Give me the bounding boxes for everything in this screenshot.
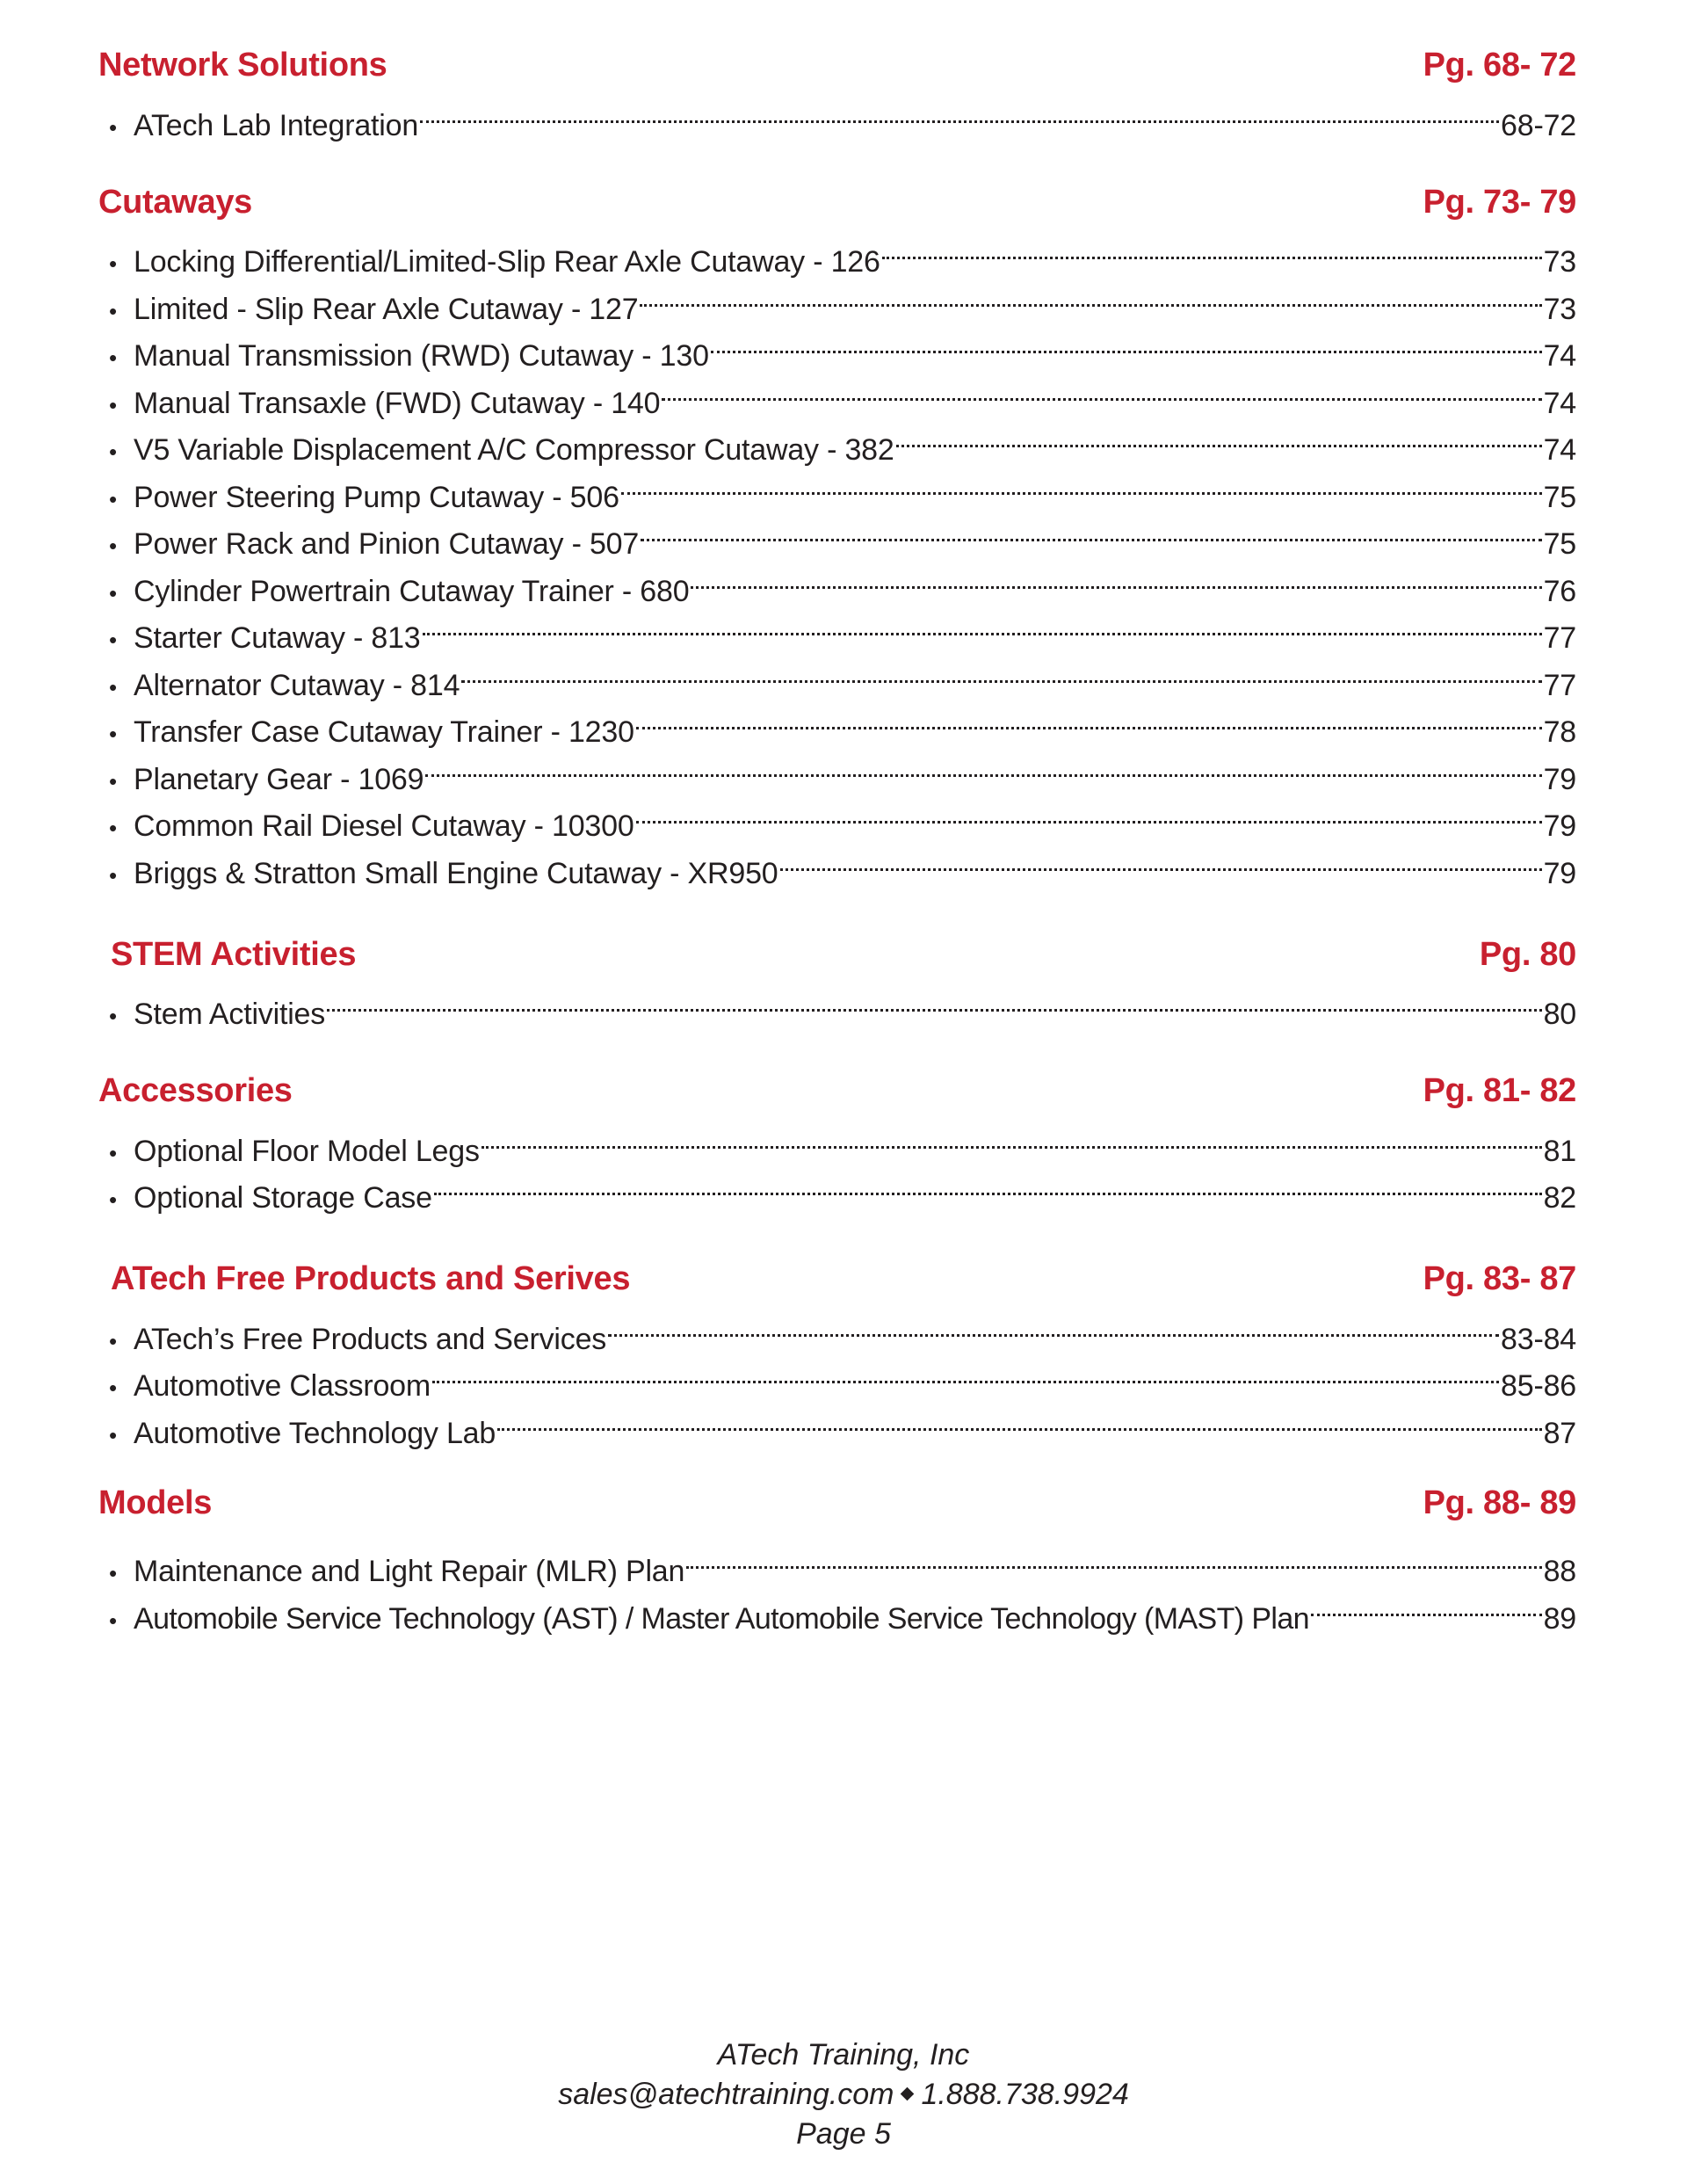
dot-leader [711, 319, 1542, 366]
item-label: Limited - Slip Rear Axle Cutaway - 127 [134, 292, 639, 326]
item-page: 83-84 [1501, 1322, 1576, 1356]
item-label: Maintenance and Light Repair (MLR) Plan [134, 1555, 685, 1588]
dot-leader [662, 366, 1541, 413]
item-page: 77 [1543, 621, 1576, 655]
page-footer [0, 2035, 1687, 2154]
list-item [98, 1114, 1576, 1168]
bullet: • [109, 721, 117, 747]
item-label: Power Rack and Pinion Cutaway - 507 [134, 527, 640, 561]
item-page: 78 [1543, 715, 1576, 749]
section-page-range: Pg. 88- 89 [1423, 1484, 1576, 1521]
section-title: Accessories [98, 1072, 293, 1109]
item-list [98, 977, 1576, 1031]
footer-phone: 1.888.738.9924 [921, 2078, 1129, 2111]
bullet: • [109, 1560, 117, 1586]
bullet: • [109, 1139, 117, 1166]
dot-leader [882, 225, 1542, 272]
item-label: Manual Transaxle (FWD) Cutaway - 140 [134, 386, 661, 420]
section-cutaways [98, 179, 1576, 890]
item-label: ATech Lab Integration [134, 108, 419, 142]
item-page: 76 [1543, 574, 1576, 608]
item-label: Briggs & Stratton Small Engine Cutaway - XR950 [134, 856, 778, 890]
dot-leader [1311, 1581, 1542, 1629]
item-page: 87 [1543, 1416, 1576, 1450]
dot-leader [640, 272, 1541, 319]
item-label: Automotive Classroom [134, 1369, 431, 1403]
bullet: • [109, 1375, 117, 1401]
item-label: Power Steering Pump Cutaway - 506 [134, 480, 619, 514]
section-stem-activities [98, 932, 1576, 1031]
bullet: • [109, 1186, 117, 1213]
dot-leader [497, 1396, 1541, 1443]
section-header [98, 932, 1576, 977]
section-title: ATech Free Products and Serives [111, 1260, 631, 1297]
section-header [98, 1480, 1576, 1526]
item-page: 79 [1543, 809, 1576, 843]
section-header [98, 179, 1576, 225]
section-models [98, 1480, 1576, 1636]
dot-leader [420, 88, 1499, 135]
bullet: • [109, 391, 117, 418]
item-label: Planetary Gear - 1069 [134, 762, 424, 796]
section-title: Models [98, 1484, 213, 1521]
section-page-range: Pg. 68- 72 [1423, 47, 1576, 83]
section-page-range: Pg. 80 [1479, 935, 1576, 973]
section-page-range: Pg. 81- 82 [1423, 1072, 1576, 1109]
item-label: V5 Variable Displacement A/C Compressor Cutaway - 382 [134, 433, 894, 467]
bullet: • [109, 1421, 117, 1448]
dot-leader [691, 554, 1541, 601]
list-item [98, 225, 1576, 279]
bullet: • [109, 485, 117, 512]
item-page: 74 [1543, 339, 1576, 373]
item-label: Transfer Case Cutaway Trainer - 1230 [134, 715, 634, 749]
item-page: 77 [1543, 668, 1576, 702]
item-page: 80 [1543, 998, 1576, 1031]
section-title: STEM Activities [111, 935, 357, 973]
item-list [98, 88, 1576, 142]
item-label: Automotive Technology Lab [134, 1416, 496, 1450]
list-item [98, 1535, 1576, 1588]
section-header [98, 1068, 1576, 1114]
item-page: 85-86 [1501, 1369, 1576, 1403]
item-list [98, 1535, 1576, 1636]
dot-leader [780, 836, 1542, 883]
bullet: • [109, 297, 117, 324]
item-list [98, 225, 1576, 890]
list-item [98, 1302, 1576, 1356]
item-label: Alternator Cutaway - 814 [134, 668, 460, 702]
diamond-separator-icon [901, 2086, 915, 2101]
dot-leader [641, 507, 1541, 555]
bullet: • [109, 861, 117, 889]
list-item [98, 977, 1576, 1031]
bullet: • [109, 1327, 117, 1354]
dot-leader [434, 1161, 1542, 1208]
bullet: • [109, 1607, 117, 1634]
dot-leader [896, 413, 1542, 461]
dot-leader [686, 1535, 1541, 1582]
item-page: 79 [1543, 856, 1576, 890]
dot-leader [423, 601, 1542, 649]
section-title: Cutaways [98, 183, 253, 221]
item-page: 73 [1543, 245, 1576, 279]
footer-email: sales@atechtraining.com [558, 2078, 894, 2111]
dot-leader [636, 789, 1542, 837]
item-list [98, 1114, 1576, 1215]
list-item [98, 88, 1576, 142]
item-page: 68-72 [1501, 108, 1576, 142]
item-page: 82 [1543, 1181, 1576, 1215]
bullet: • [109, 673, 117, 700]
item-label: Manual Transmission (RWD) Cutaway - 130 [134, 339, 709, 373]
item-page: 75 [1543, 480, 1576, 514]
item-list [98, 1302, 1576, 1450]
table-of-contents [98, 42, 1576, 1636]
section-header [98, 42, 1576, 88]
item-label: Locking Differential/Limited-Slip Rear Axle Cutaway - 126 [134, 245, 880, 279]
item-label: ATech’s Free Products and Services [134, 1322, 607, 1356]
bullet: • [109, 815, 117, 841]
bullet: • [109, 439, 117, 465]
item-page: 73 [1543, 292, 1576, 326]
item-page: 74 [1543, 433, 1576, 467]
bullet: • [109, 113, 117, 141]
footer-page-number: Page 5 [796, 2117, 891, 2151]
section-header [98, 1256, 1576, 1302]
bullet: • [109, 345, 117, 371]
dot-leader [425, 742, 1541, 789]
section-free-products [98, 1256, 1576, 1450]
item-page: 81 [1543, 1134, 1576, 1168]
section-page-range: Pg. 73- 79 [1423, 183, 1576, 221]
item-label: Stem Activities [134, 998, 326, 1031]
item-page: 89 [1543, 1601, 1576, 1636]
item-page: 74 [1543, 386, 1576, 420]
item-label: Cylinder Powertrain Cutaway Trainer - 680 [134, 574, 690, 608]
bullet: • [109, 250, 117, 277]
dot-leader [621, 460, 1542, 507]
bullet: • [109, 1003, 117, 1029]
dot-leader [481, 1114, 1542, 1161]
dot-leader [432, 1349, 1499, 1397]
section-title: Network Solutions [98, 47, 387, 83]
item-page: 79 [1543, 762, 1576, 796]
item-page: 88 [1543, 1555, 1576, 1588]
dot-leader [327, 977, 1542, 1025]
item-label: Common Rail Diesel Cutaway - 10300 [134, 809, 634, 843]
footer-company: ATech Training, Inc [717, 2038, 970, 2072]
bullet: • [109, 579, 117, 606]
bullet: • [109, 767, 117, 795]
dot-leader [636, 695, 1542, 743]
section-network-solutions [98, 42, 1576, 142]
item-label: Starter Cutaway - 813 [134, 621, 421, 655]
item-label: Optional Floor Model Legs [134, 1134, 480, 1168]
dot-leader [608, 1302, 1499, 1349]
section-accessories [98, 1068, 1576, 1215]
bullet: • [109, 533, 117, 559]
bullet: • [109, 627, 117, 653]
item-label: Optional Storage Case [134, 1181, 432, 1215]
section-page-range: Pg. 83- 87 [1423, 1260, 1576, 1297]
dot-leader [461, 648, 1541, 695]
item-page: 75 [1543, 527, 1576, 561]
footer-contact [0, 2075, 1687, 2115]
item-label: Automobile Service Technology (AST) / Master Automobile Service Technology (MAST) Plan [134, 1601, 1309, 1636]
